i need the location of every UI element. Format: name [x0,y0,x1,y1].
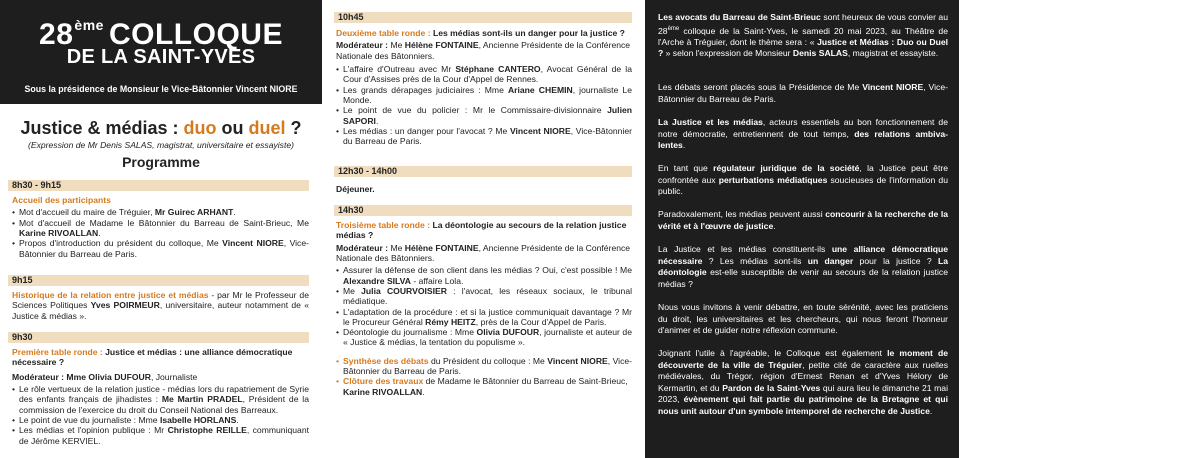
list-item: • Propos d'introduction du président du colloque, Me Vincent NIORE, Vice-Bâtonnier du Barreau de Paris. [12,238,309,259]
accueil-title: Accueil des participants [12,195,111,205]
list-item: • Synthèse des débats du Président du colloque : Me Vincent NIORE, Vice-Bâtonnier du Barreau de Paris. [336,356,632,377]
paragraph-1: Les avocats du Barreau de Saint-Brieuc sont heureux de vous convier au 28ème colloque de la Saint-Yves, le samedi 20 mai 2023, au Théâtre de l'Arche à Tréguier, dont le thème sera : « Justice et Médias : Duo ou Duel ? » selon l'expression de Monsieur Denis SALAS, magistrat et essayiste. [658,12,949,59]
presidence-line: Sous la présidence de Monsieur le Vice-Bâtonnier Vincent NIORE [24,84,298,94]
list-item: • Déontologie du journalisme : Mme Olivia DUFOUR, journaliste et auteur de « Justice & médias, la tentation du populisme ». [336,327,632,348]
programme-heading: Programme [122,154,200,170]
accueil-block [12,195,309,259]
time-slot: 9h30 [8,332,309,343]
main-title: Justice & médias : duo ou duel ? [20,118,302,138]
list-item: • Le point de vue du journaliste : Mme Isabelle HORLANS. [12,415,309,425]
table-ronde-2-list [336,64,632,147]
colloque-title: 28ème COLLOQUE [39,17,283,51]
colloque-subtitle: DE LA SAINT-YVES [66,46,256,68]
list-item: • Mot d'accueil de Madame le Bâtonnier du Barreau de Saint-Brieuc, Me Karine RIVOALLAN. [12,218,309,239]
paragraph-5: Paradoxalement, les médias peuvent aussi concourir à la recherche de la vérité et à l'œuvre de justice. [658,209,948,231]
list-item: • L'adaptation de la procédure : et si la justice communiquait davantage ? Mr le Procureur Général Rémy HEITZ, près de la Cour d'Appel de Paris. [336,307,632,328]
accueil-list [12,207,309,259]
list-item: • Me Julia COURVOISIER : l'avocat, les réseaux sociaux, le tribunal médiatique. [336,286,632,307]
table-ronde-2: Deuxième table ronde : Les médias sont-ils un danger pour la justice ? Modérateur : Me Hélène FONTAINE, Ancienne Présidente de la Conférence Nationale des Bâtonniers. • L'affaire d'Outreau avec Mr Stéphane CANTERO, Avocat Général de la Cour d'Assises près de la Cour d'Appel de Rennes. • Les grands dérapages judiciaires : Mme Ariane CHEMIN, journaliste Le Monde. • Le point de vue du policier : Mr le Commissaire-divisionnaire Julien SAPORI. • Les médias : un danger pour l'avocat ? Me Vincent NIORE, Vice-Bâtonnier du Barreau de Paris. [336,28,632,146]
main-subtitle: (Expression de Mr Denis SALAS, magistrat, universitaire et essayiste) [27,140,295,150]
historique-block: Historique de la relation entre justice et médias - par Mr le Professeur de Sciences Politiques Yves POIRMEUR, universitaire, auteur notamment de « Justice & médias ». [12,290,309,321]
left-column [0,0,322,458]
list-item: • Mot d'accueil du maire de Tréguier, Mr Guirec ARHANT. [12,207,309,217]
paragraph-8: Joignant l'utile à l'agréable, le Colloque est également le moment de découverte de la ville de Tréguier, petite cité de caractère aux ruelles médiévales, du Trégor, région d'Ernest Renan et d'Yves Hélory de Kermartin, et du Pardon de la Saint-Yves qui aura lieu le dimanche 21 mai 2023, évènement qui fait partie du patrimoine de la Bretagne et qui nous unit autour d'un symbole intemporel de recherche de Justice. [658,348,948,416]
list-item: • L'affaire d'Outreau avec Mr Stéphane CANTERO, Avocat Général de la Cour d'Assises près de la Cour d'Appel de Rennes. [336,64,632,85]
table-ronde-1-list [12,384,309,446]
table-ronde-3: Troisième table ronde : La déontologie au secours de la relation justice médias ? Modérateur : Me Hélène FONTAINE, Ancienne Présidente de la Conférence Nationale des Bâtonniers. • Assurer la défense de son client dans les médias ? Oui, c'est possible ! Me Alexandre SILVA - affaire Lola. • Me Julia COURVOISIER : l'avocat, les réseaux sociaux, le tribunal médiatique. • L'adaptation de la procédure : et si la justice communiquait davantage ? Mr le Procureur Général Rémy HEITZ, près de la Cour d'Appel de Paris. • Déontologie du journalisme : Mme Olivia DUFOUR, journaliste et auteur de « Justice & médias, la tentation du populisme ». • Synthèse des débats du Président du colloque : Me Vincent NIORE, Vice-Bâtonnier du Barreau de Paris. • Clôture des travaux de Madame le Bâtonnier du Barreau de Saint-Brieuc, Karine RIVOALLAN. [336,220,632,397]
dejeuner-block: Déjeuner. [336,184,375,194]
time-slot: 8h30 - 9h15 [8,180,309,191]
time-slot: 10h45 [334,12,632,23]
list-item: • Le point de vue du policier : Mr le Commissaire-divisionnaire Julien SAPORI. [336,105,632,126]
list-item: • Les médias : un danger pour l'avocat ? Me Vincent NIORE, Vice-Bâtonnier du Barreau de Paris. [336,126,632,147]
list-item: • Clôture des travaux de Madame le Bâtonnier du Barreau de Saint-Brieuc, Karine RIVOALLAN. [336,376,632,397]
paragraph-4: En tant que régulateur juridique de la société, la Justice peut être confrontée aux perturbations médiatiques soucieuses de l'information du public. [658,163,948,196]
header-banner [0,0,322,104]
middle-column [334,0,632,458]
list-item: • Le rôle vertueux de la relation justice - médias lors du rapatriement de Syrie des enfants français de jihadistes : Me Martin PRADEL, Président de la commission de l'exercice du droit du Conseil National des Barreaux. [12,384,309,415]
time-slot: 9h15 [8,275,309,286]
list-item: • Les médias et l'opinion publique : Mr Christophe REILLE, communiquant de Jérôme KERVIEL. [12,425,309,446]
time-slot: 14h30 [334,205,632,216]
list-item: • Assurer la défense de son client dans les médias ? Oui, c'est possible ! Me Alexandre SILVA - affaire Lola. [336,265,632,286]
paragraph-3: La Justice et les médias, acteurs essentiels au bon fonctionnement de notre démocratie, entretiennent de tout temps, des relations ambiva-lentes. [658,117,948,150]
right-column-invitation [645,0,959,458]
table-ronde-1: Première table ronde : Justice et médias : une alliance démocratique nécessaire ? Modérateur : Mme Olivia DUFOUR, Journaliste • Le rôle vertueux de la relation justice - médias lors du rapatriement de Syrie des enfants français de jihadistes : Me Martin PRADEL, Président de la commission de l'exercice du droit du Conseil National des Barreaux. • Le point de vue du journaliste : Mme Isabelle HORLANS. • Les médias et l'opinion publique : Mr Christophe REILLE, communiquant de Jérôme KERVIEL. [12,347,309,446]
paragraph-6: La Justice et les médias constituent-ils une alliance démocratique nécessaire ? Les médias sont-ils un danger pour la justice ? La déontologie est-elle susceptible de venir au secours de la relation justice médias ? [658,244,949,289]
paragraph-7: Nous vous invitons à venir débattre, en toute sérénité, avec les praticiens du droit, les universitaires et les chercheurs, qui nous feront l'honneur d'animer et de guider notre réflexion commune. [658,302,948,335]
closing-list [336,356,632,397]
table-ronde-3-list [336,265,632,348]
time-slot: 12h30 - 14h00 [334,166,632,177]
list-item: • Les grands dérapages judiciaires : Mme Ariane CHEMIN, journaliste Le Monde. [336,85,632,106]
paragraph-2: Les débats seront placés sous la Présidence de Me Vincent NIORE, Vice-Bâtonnier du Barreau de Paris. [658,82,948,104]
